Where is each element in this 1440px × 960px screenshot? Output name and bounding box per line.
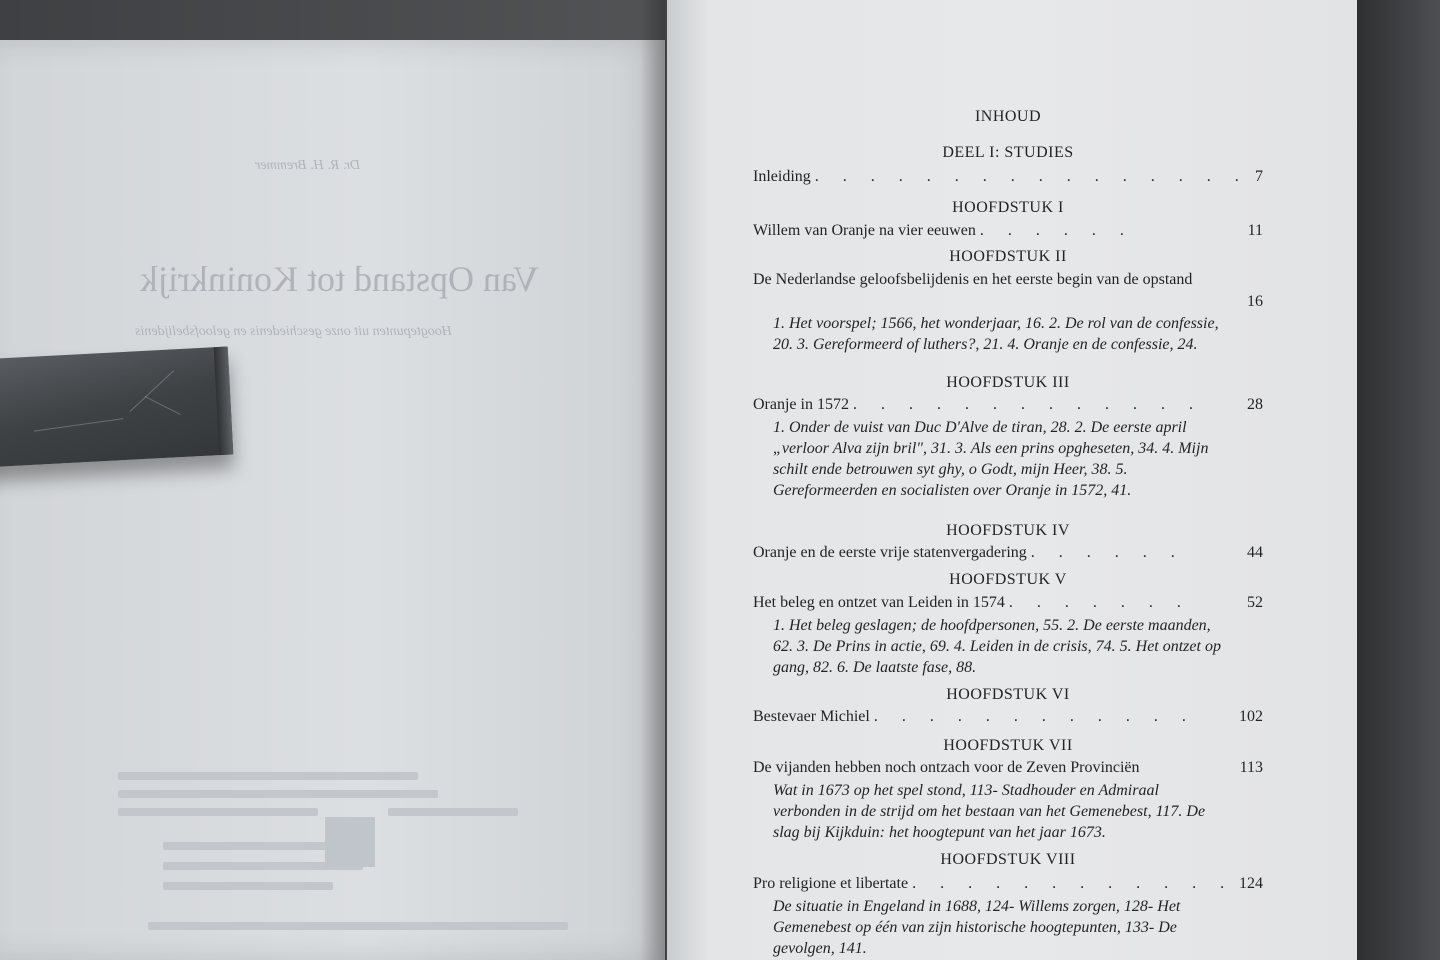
leader-dots: . . . . . . — [979, 222, 1134, 239]
page-number: 28 — [1247, 396, 1263, 413]
chapter-heading: HOOFDSTUK III — [946, 374, 1070, 391]
chapter-subsections: 1. Onder de vuist van Duc D'Alve de tiran, 28. 2. De eerste april „verloor Alva zijn bril", 31. 3. Als een prins opgheseten, 34. 4. Mijn schilt ende betrouwen syt ghy, o Godt, mijn Heer, 38. 5. Gereformeerden en socialisten over Oranje in 1572, 41. — [773, 419, 1209, 499]
page-number: 102 — [1239, 708, 1263, 725]
entry-title: Inleiding — [753, 168, 811, 185]
toc-entry — [753, 396, 1263, 414]
leader-dots: . . . . . . . — [1008, 594, 1191, 611]
part-heading: DEEL I: STUDIES — [942, 144, 1074, 161]
page-edge-shadow — [1357, 0, 1440, 960]
page-number: 124 — [1239, 875, 1263, 892]
toc-entry — [753, 544, 1263, 562]
left-page — [0, 40, 665, 960]
entry-title: De Nederlandse geloofsbelijdenis en het eerste begin van de opstand — [753, 271, 1193, 288]
toc-entry — [753, 708, 1263, 726]
entry-title: Oranje en de eerste vrije statenvergadering — [753, 544, 1027, 561]
toc-entry-intro — [753, 168, 1263, 186]
toc-entry — [753, 875, 1263, 893]
entry-title: De vijanden hebben noch ontzach voor de Zeven Provinciën — [753, 759, 1140, 776]
entry-title: Het beleg en ontzet van Leiden in 1574 — [753, 594, 1005, 611]
toc-entry — [753, 594, 1263, 612]
chapter-subsections: 1. Het voorspel; 1566, het wonderjaar, 16. 2. De rol van de confessie, 20. 3. Gereformeerd of luthers?, 21. 4. Oranje en de confessie, 24. — [773, 315, 1219, 353]
chapter-heading: HOOFDSTUK VII — [943, 737, 1073, 754]
page-number: 44 — [1247, 544, 1263, 561]
chapter-heading: HOOFDSTUK VIII — [940, 851, 1076, 868]
entry-title: Bestevaer Michiel — [753, 708, 870, 725]
leader-dots: . . . . . . . . . . . . — [873, 708, 1196, 725]
chapter-subsections: De situatie in Engeland in 1688, 124- Willems zorgen, 128- Het Gemenebest op één van zijn historische hoogtepunten, 133- De gevolgen, 141. — [773, 898, 1181, 957]
chapter-heading: HOOFDSTUK II — [949, 248, 1067, 265]
leader-dots: . . . . . . — [1030, 544, 1185, 561]
entry-title: Oranje in 1572 — [753, 396, 849, 413]
page-number: 113 — [1239, 759, 1263, 776]
chapter-heading: HOOFDSTUK VI — [946, 686, 1070, 703]
toc-title: INHOUD — [974, 108, 1042, 125]
ruler-bookmark — [0, 346, 233, 467]
leader-dots: . . . . . . . . . . . . . — [852, 396, 1203, 413]
leader-dots: . . . . . . . . . . . . — [912, 875, 1235, 892]
bleed-through-subtitle: Hoogtepunten uit onze geschiedenis en geloofsbelijdenis — [135, 324, 452, 339]
toc-entry — [753, 759, 1263, 777]
chapter-subsections: Wat in 1673 op het spel stond, 113- Stadhouder en Admiraal verbonden in de strijd om het bestaan van het Gemenebest, 117. De slag bij Kijkduin: het hoogtepunt van het jaar 1673. — [773, 782, 1206, 841]
page-number: 16 — [1247, 293, 1263, 310]
page-number: 52 — [1247, 594, 1263, 611]
bleed-through-logo — [325, 817, 375, 867]
chapter-heading: HOOFDSTUK IV — [946, 522, 1070, 539]
chapter-heading: HOOFDSTUK I — [952, 199, 1064, 216]
bleed-through-title: Van Opstand tot Koninkrijk — [140, 259, 539, 299]
entry-title: Willem van Oranje na vier eeuwen — [753, 222, 976, 239]
toc-entry — [753, 270, 1263, 310]
page-number: 7 — [1255, 168, 1263, 185]
toc-entry — [753, 222, 1263, 240]
bleed-through-author: Dr. R. H. Bremmer — [255, 158, 361, 173]
chapter-subsections: 1. Het beleg geslagen; de hoofdpersonen, 55. 2. De eerste maanden, 62. 3. De Prins in actie, 69. 4. Leiden in de crisis, 74. 5. Het ontzet op gang, 82. 6. De laatste fase, 88. — [773, 617, 1221, 676]
leader-dots: . . . . . . . . . . . . . . . . — [814, 168, 1249, 185]
page-number: 11 — [1247, 222, 1263, 239]
chapter-heading: HOOFDSTUK V — [949, 571, 1067, 588]
entry-title: Pro religione et libertate — [753, 875, 909, 892]
